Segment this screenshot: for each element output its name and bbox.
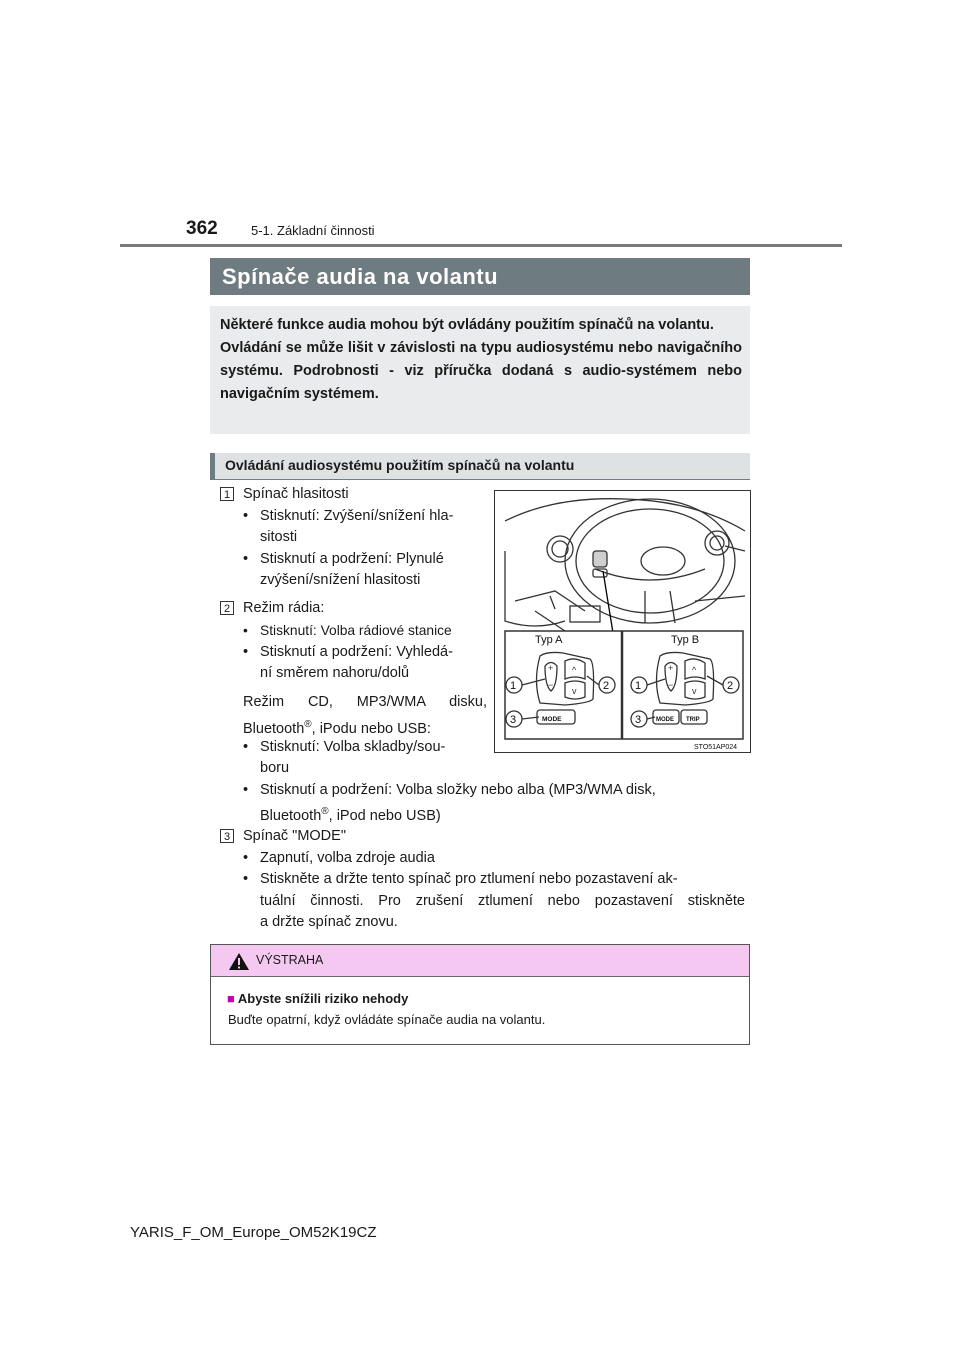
square-bullet-icon: ■ — [227, 991, 235, 1006]
warning-title: VÝSTRAHA — [256, 953, 324, 967]
callout-1-a: 1 — [510, 680, 517, 692]
steering-wheel-drawing — [495, 491, 750, 752]
svg-text:^: ^ — [572, 665, 577, 675]
intro-text — [220, 314, 742, 406]
list-item-cont: boru — [260, 760, 290, 776]
list-item: • Stisknutí: Zvýšení/snížení hla- — [243, 508, 454, 524]
item-title-1: Spínač hlasitosti — [243, 486, 349, 502]
cd-mode-line: Režim CD, MP3/WMA disku, — [243, 694, 487, 710]
list-item-cont: tuální činnosti. Pro zrušení ztlumení nebo pozastavení stiskněte — [260, 893, 745, 909]
subheading — [210, 453, 750, 479]
callout-2-a: 2 — [603, 680, 610, 692]
svg-text:+: + — [668, 663, 674, 673]
intro-paragraph-2: Ovládání se může lišit v závislosti na typu audiosystému nebo navigačního systému. Podrobnosti - viz příručka dodaná s audio-systémem nebo navigačním systémem. — [220, 340, 742, 402]
section-label: 5-1. Základní činnosti — [251, 223, 375, 238]
header-rule — [120, 244, 842, 247]
item-number-3: 3 — [220, 829, 234, 843]
list-item-cont: Bluetooth®, iPod nebo USB) — [260, 806, 441, 824]
trip-label: TRIP — [686, 717, 700, 723]
list-item-cont: a držte spínač znovu. — [260, 914, 398, 930]
type-a-label: Typ A — [535, 634, 563, 646]
warning-body: Buďte opatrní, když ovládáte spínače audia na volantu. — [228, 1012, 546, 1027]
type-b-label: Typ B — [671, 634, 700, 646]
title-bar — [210, 258, 750, 295]
callout-1-b: 1 — [635, 680, 642, 692]
subheading-text: Ovládání audiosystému použitím spínačů na volantu — [225, 457, 575, 473]
list-item-cont: sitosti — [260, 529, 298, 545]
svg-text:−: − — [548, 680, 554, 690]
svg-text:^: ^ — [692, 665, 697, 675]
item-title-2: Režim rádia: — [243, 600, 325, 616]
footer-doc-id: YARIS_F_OM_Europe_OM52K19CZ — [130, 1224, 377, 1241]
list-item: • Zapnutí, volba zdroje audia — [243, 850, 435, 866]
item-number-2: 2 — [220, 601, 234, 615]
cd-mode-line-2: Bluetooth®, iPodu nebo USB: — [243, 719, 431, 737]
item-number-1: 1 — [220, 487, 234, 501]
svg-text:v: v — [572, 686, 577, 696]
mode-label-b: MODE — [656, 717, 674, 723]
warning-triangle-icon — [228, 952, 250, 971]
svg-text:−: − — [668, 680, 674, 690]
intro-box — [210, 306, 750, 434]
warning-header — [211, 945, 749, 977]
list-item: • Stiskněte a držte tento spínač pro ztlumení nebo pozastavení ak- — [243, 871, 678, 887]
list-item: • Stisknutí a podržení: Volba složky nebo alba (MP3/WMA disk, — [243, 782, 656, 798]
illustration-code: STO51AP024 — [694, 744, 738, 751]
intro-paragraph-1: Některé funkce audia mohou být ovládány použitím spínačů na volantu. — [220, 317, 714, 333]
svg-text:v: v — [692, 686, 697, 696]
list-item-cont: zvýšení/snížení hlasitosti — [260, 572, 421, 588]
callout-2-b: 2 — [727, 680, 734, 692]
callout-3-a: 3 — [510, 714, 517, 726]
page-title: Spínače audia na volantu — [222, 264, 499, 289]
warning-subtitle: ■ Abyste snížili riziko nehody — [227, 991, 409, 1006]
page-number: 362 — [186, 218, 218, 239]
list-item: • Stisknutí: Volba rádiové stanice — [243, 623, 452, 638]
list-item-cont: ní směrem nahoru/dolů — [260, 665, 410, 681]
warning-box — [210, 944, 750, 1045]
subheading-rule — [210, 479, 750, 480]
mode-label-a: MODE — [542, 716, 562, 723]
item-title-3: Spínač "MODE" — [243, 828, 346, 844]
list-item: • Stisknutí: Volba skladby/sou- — [243, 739, 446, 755]
list-item: • Stisknutí a podržení: Vyhledá- — [243, 644, 453, 660]
callout-3-b: 3 — [635, 714, 642, 726]
list-item: • Stisknutí a podržení: Plynulé — [243, 551, 444, 567]
svg-text:+: + — [548, 663, 554, 673]
steering-wheel-illustration — [494, 490, 751, 753]
